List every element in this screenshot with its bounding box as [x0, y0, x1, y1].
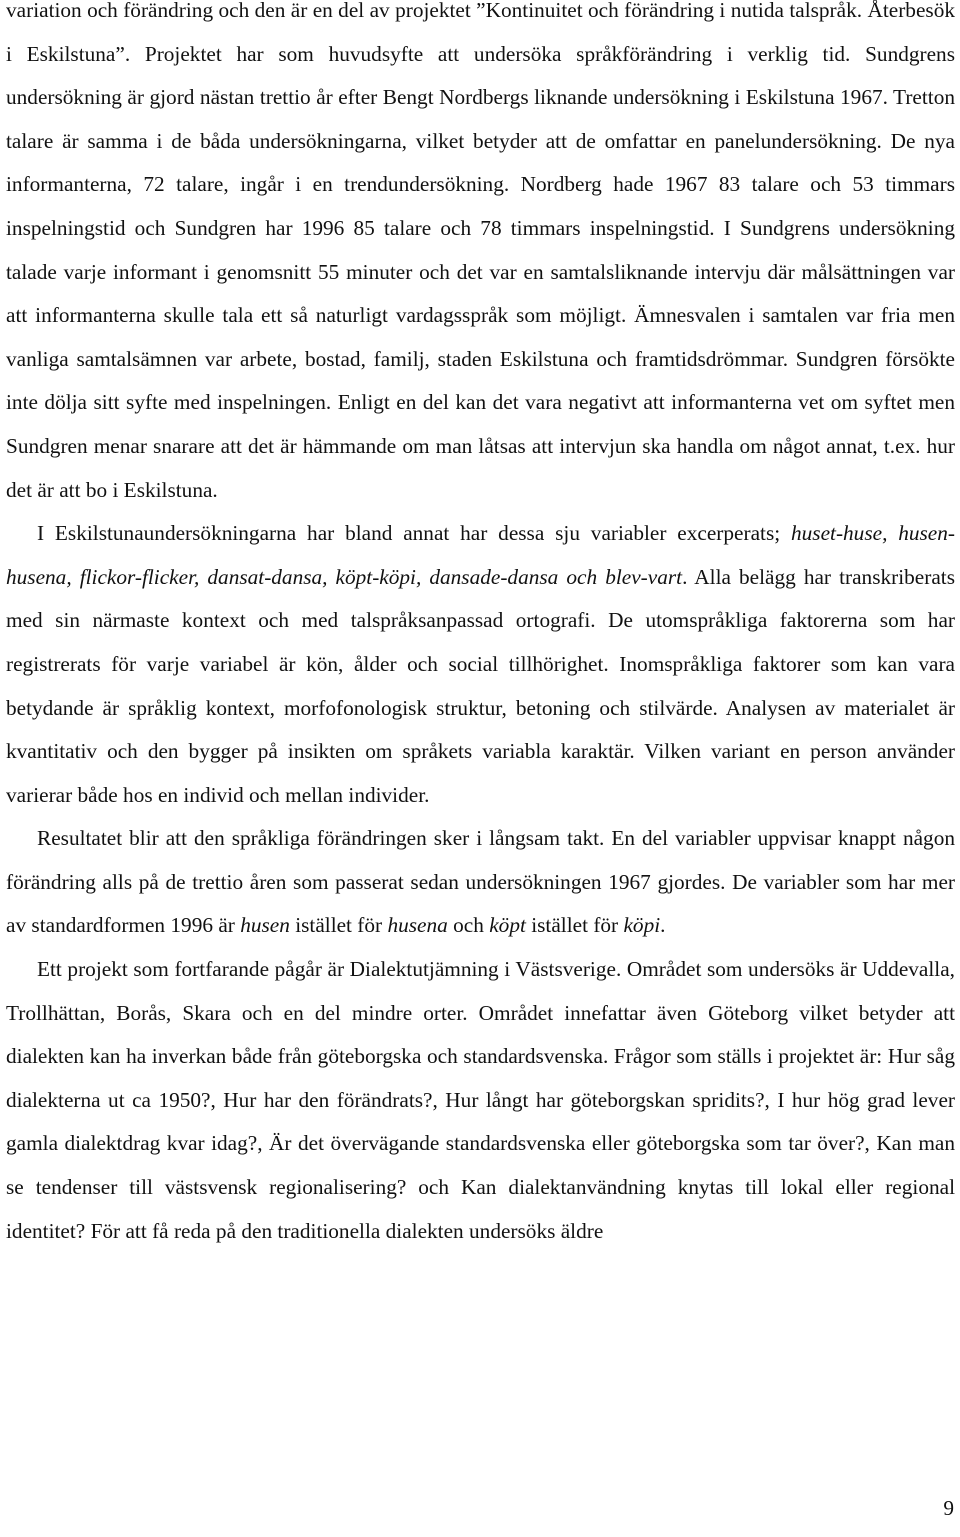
text-run: variation och förändring och den är en del av projektet ”Kontinuitet och förändring i nutida talspråk. Återbesök i Eskilstuna”. Projektet har som huvudsyfte att undersöka språkförändring i verklig tid. Sundgrens undersökning är gjord nästan trettio år efter Bengt Nordbergs liknande undersökning i Eskilstuna 1967. Tretton talare är samma i de båda undersökningarna, vilket betyder att de omfattar en panelundersökning. De nya informanterna, 72 talare, ingår i en trendundersökning. Nordberg hade 1967 83 talare och 53 timmars inspelningstid och Sundgren har 1996 85 talare och 78 timmars inspelningstid. I Sundgrens undersökning talade varje informant i genomsnitt 55 minuter och det var en samtalsliknande intervju där målsättningen var att informanterna skulle tala ett så naturligt vardagsspråk som möjligt. Ämnesvalen i samtalen var fria men vanliga samtalsämnen var arbete, bostad, familj, staden Eskilstuna och framtidsdrömmar. Sundgren försökte inte dölja sitt syfte med inspelningen. Enligt en del kan det vara negativt att informanterna vet om syftet men Sundgren menar snarare att det är hämmande om man låtsas att intervjun ska handla om något annat, t.ex. hur det är att bo i Eskilstuna. [6, 0, 955, 502]
text-run: och [447, 913, 490, 938]
document-page [6, 0, 955, 1253]
italic-text-run: huset-huse, husen-husena, flickor-flicker, dansat-dansa, köpt-köpi, dansade-dansa och blev-vart [6, 521, 955, 589]
text-run: istället för [289, 913, 388, 938]
italic-text-run: köpt [489, 913, 526, 938]
text-run: . Alla belägg har transkriberats med sin närmaste kontext och med talspråksanpassad ortografi. De utomspråkliga faktorerna som har registrerats för varje variabel är kön, ålder och social tillhörighet. Inomspråkliga faktorer som kan vara betydande är språklig kontext, morfofonologisk struktur, betoning och stilvärde. Analysen av materialet är kvantitativ och den bygger på insikten om språkets variabla karaktär. Vilken variant en person använder varierar både hos en individ och mellan individer. [6, 564, 955, 807]
page-number: 9 [943, 1496, 954, 1520]
text-run: . [660, 913, 666, 938]
italic-text-run: husen [240, 913, 290, 938]
paragraph-4 [6, 948, 955, 1253]
paragraph-1 [6, 0, 955, 512]
paragraph-3 [6, 817, 955, 948]
text-run: Resultatet blir att den språkliga förändringen sker i långsam takt. En del variabler uppvisar knappt någon förändring alls på de trettio åren som passerat sedan undersökningen 1967 gjordes. De variabler som har mer av standardformen 1996 är [6, 826, 955, 938]
italic-text-run: husena [387, 913, 448, 938]
italic-text-run: köpi [623, 913, 661, 938]
text-run: Ett projekt som fortfarande pågår är Dialektutjämning i Västsverige. Området som undersöks är Uddevalla, Trollhättan, Borås, Skara och en del mindre orter. Området innefattar även Göteborg vilket betyder att dialekten kan ha inverkan både från göteborgska och standardsvenska. Frågor som ställs i projektet är: Hur såg dialekterna ut ca 1950?, Hur har den förändrats?, Hur långt har göteborgskan spridits?, I hur hög grad lever gamla dialektdrag kvar idag?, Är det övervägande standardsvenska eller göteborgska som tar över?, Kan man se tendenser till västsvensk regionalisering? och Kan dialektanvändning knytas till lokal eller regional identitet? För att få reda på den traditionella dialekten undersöks äldre [6, 957, 955, 1243]
paragraph-2 [6, 512, 955, 817]
text-run: istället för [525, 913, 624, 938]
text-run: I Eskilstunaundersökningarna har bland annat har dessa sju variabler excerperats; [37, 521, 791, 546]
